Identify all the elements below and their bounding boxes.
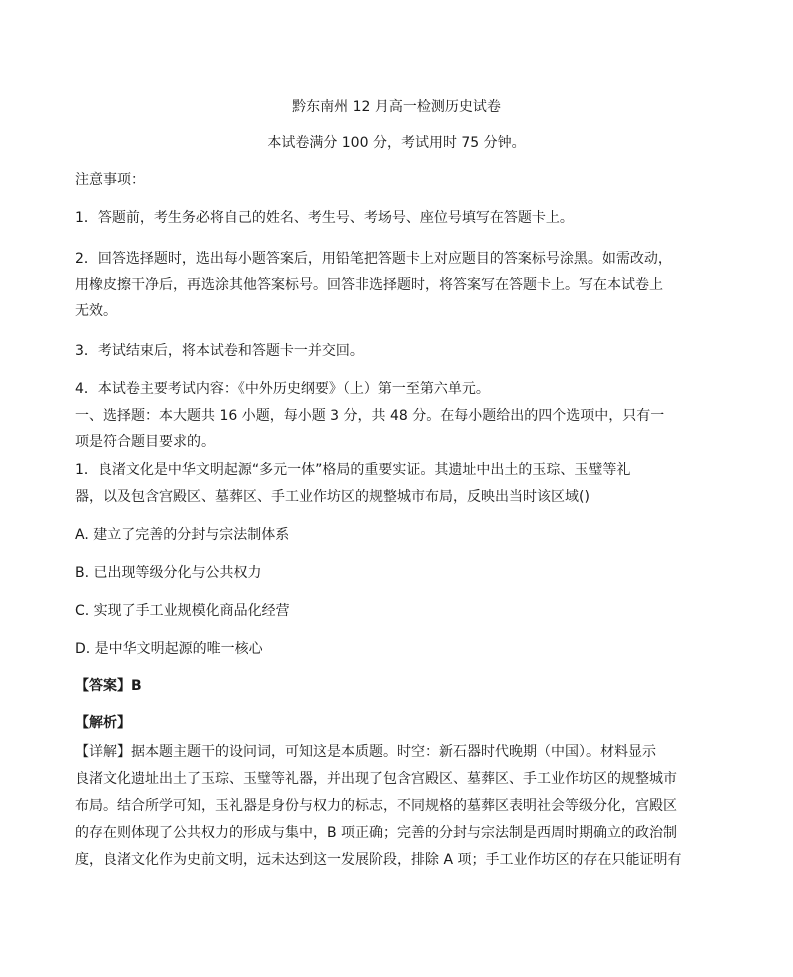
notice-item-4: 4．本试卷主要考试内容：《中外历史纲要》（上）第一至第六单元。 — [75, 381, 490, 397]
question-1-option-d: D. 是中华文明起源的唯一核心 — [75, 641, 263, 657]
notice-item-1: 1．答题前，考生务必将自己的姓名、考生号、考场号、座位号填写在答题卡上。 — [75, 210, 574, 226]
question-1-stem-line-1: 1．良渚文化是中华文明起源“多元一体”格局的重要实证。其遗址中出土的玉琮、玉璧等礼 — [75, 462, 631, 478]
question-1-analysis-line-4: 的存在则体现了公共权力的形成与集中，B 项正确；完善的分封与宗法制是西周时期确立的政治制 — [75, 825, 678, 841]
notice-heading: 注意事项： — [75, 172, 145, 188]
notice-item-3: 3．考试结束后，将本试卷和答题卡一并交回。 — [75, 343, 364, 359]
question-1-analysis-line-5: 度，良渚文化作为史前文明，远未达到这一发展阶段，排除 A 项；手工业作坊区的存在只能证明有 — [75, 852, 682, 868]
question-1-analysis-line-1: 【详解】据本题主题干的设问词，可知这是本质题。时空：新石器时代晚期（中国）。材料显示 — [75, 744, 656, 760]
question-1-analysis-line-3: 布局。结合所学可知，玉礼器是身份与权力的标志，不同规格的墓葬区表明社会等级分化，宫殿区 — [75, 798, 677, 814]
exam-title: 黔东南州 12 月高一检测历史试卷 — [292, 99, 501, 115]
question-1-analysis-heading: 【解析】 — [75, 715, 131, 731]
question-1-stem-line-2: 器，以及包含宫殿区、墓葬区、手工业作坊区的规整城市布局，反映出当时该区域() — [75, 489, 590, 505]
notice-item-2-line-3: 无效。 — [75, 303, 117, 319]
notice-item-2-line-1: 2．回答选择题时，选出每小题答案后，用铅笔把答题卡上对应题目的答案标号涂黑。如需改动， — [75, 251, 672, 267]
section-intro-line-1: 一、选择题：本大题共 16 小题，每小题 3 分，共 48 分。在每小题给出的四个选项中，只有一 — [75, 408, 665, 424]
question-1-option-a: A. 建立了完善的分封与宗法制体系 — [75, 527, 290, 543]
section-intro-line-2: 项是符合题目要求的。 — [75, 434, 215, 450]
notice-item-2-line-2: 用橡皮擦干净后，再选涂其他答案标号。回答非选择题时，将答案写在答题卡上。写在本试卷上 — [75, 277, 663, 293]
exam-subtitle: 本试卷满分 100 分，考试用时 75 分钟。 — [267, 135, 526, 151]
question-1-answer: 【答案】B — [75, 678, 142, 694]
question-1-analysis-line-2: 良渚文化遗址出土了玉琮、玉璧等礼器，并出现了包含宫殿区、墓葬区、手工业作坊区的规整城市 — [75, 771, 677, 787]
question-1-option-c: C. 实现了手工业规模化商品化经营 — [75, 603, 290, 619]
question-1-option-b: B. 已出现等级分化与公共权力 — [75, 565, 262, 581]
